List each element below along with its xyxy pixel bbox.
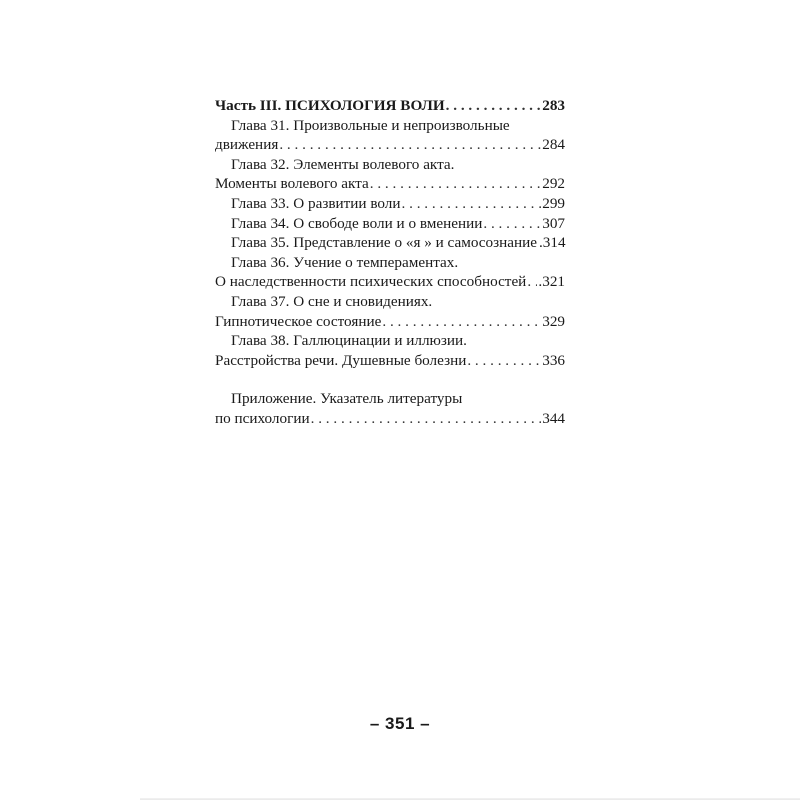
- toc-page-number: 307: [542, 214, 565, 232]
- toc-entry-title-continued: по психологии: [215, 409, 310, 427]
- toc-entry-title: Глава 34. О свободе воли и о вменении: [231, 214, 483, 232]
- toc-page-number: 283: [542, 97, 565, 114]
- toc-part-iii[interactable]: [215, 96, 565, 116]
- toc-entry-title: Глава 32. Элементы волевого акта.: [231, 155, 455, 173]
- dot-leader: [382, 312, 541, 332]
- toc-page-number: .314: [539, 234, 566, 252]
- toc-entry-title: Глава 33. О развитии воли: [231, 194, 401, 212]
- dot-leader: [370, 174, 542, 194]
- toc-page-number: .321: [538, 273, 565, 291]
- toc-entry-title: Глава 37. О сне и сновидениях.: [231, 292, 433, 310]
- toc-entry-title: Часть III. ПСИХОЛОГИЯ ВОЛИ: [215, 97, 445, 114]
- toc-entry-title-continued: Расстройства речи. Душевные болезни: [215, 351, 467, 369]
- toc-entry-title-continued: движения: [215, 136, 279, 154]
- dot-leader: [467, 351, 541, 371]
- toc-page-number: 329: [542, 312, 565, 330]
- toc-chapter-37-line2[interactable]: [215, 312, 565, 332]
- table-of-contents: [215, 96, 565, 429]
- toc-page-number: 344: [542, 409, 565, 427]
- dot-leader: [483, 214, 541, 234]
- toc-page-number: 292: [542, 175, 565, 193]
- toc-chapter-36-line2[interactable]: [215, 272, 565, 292]
- toc-entry-title-continued: Моменты волевого акта: [215, 175, 369, 193]
- page-number-footer: – 351 –: [369, 714, 431, 733]
- toc-chapter-31-line2[interactable]: [215, 135, 565, 155]
- dot-leader: [279, 135, 541, 155]
- toc-appendix-line1[interactable]: [215, 389, 565, 409]
- toc-entry-title-continued: Гипнотическое состояние: [215, 312, 382, 330]
- dot-leader: [311, 409, 542, 429]
- toc-chapter-36-line1[interactable]: [215, 253, 565, 273]
- toc-chapter-37-line1[interactable]: [215, 292, 565, 312]
- toc-page-number: 284: [542, 136, 565, 154]
- toc-entry-title: Глава 36. Учение о темпераментах.: [231, 253, 459, 271]
- toc-page-number: 299: [542, 194, 565, 212]
- toc-page-number: 336: [542, 351, 565, 369]
- toc-chapter-35[interactable]: [215, 233, 565, 253]
- dot-leader: [527, 272, 537, 292]
- toc-entry-title: Приложение. Указатель литературы: [231, 390, 463, 408]
- toc-entry-title: Глава 31. Произвольные и непроизвольные: [231, 116, 510, 134]
- toc-chapter-38-line2[interactable]: [215, 351, 565, 371]
- toc-entry-title: Глава 38. Галлюцинации и иллюзии.: [231, 332, 467, 350]
- toc-chapter-34[interactable]: [215, 214, 565, 234]
- toc-entry-title: Глава 35. Представление о «я » и самосознание: [231, 234, 537, 252]
- toc-chapter-32-line1[interactable]: [215, 155, 565, 175]
- section-gap: [215, 370, 565, 389]
- toc-chapter-33[interactable]: [215, 194, 565, 214]
- toc-chapter-32-line2[interactable]: [215, 174, 565, 194]
- dot-leader: [446, 96, 542, 116]
- toc-entry-title-continued: О наследственности психических способностей: [215, 273, 527, 291]
- toc-appendix-line2[interactable]: [215, 409, 565, 429]
- toc-chapter-38-line1[interactable]: [215, 331, 565, 351]
- dot-leader: [402, 194, 542, 214]
- toc-chapter-31-line1[interactable]: [215, 116, 565, 136]
